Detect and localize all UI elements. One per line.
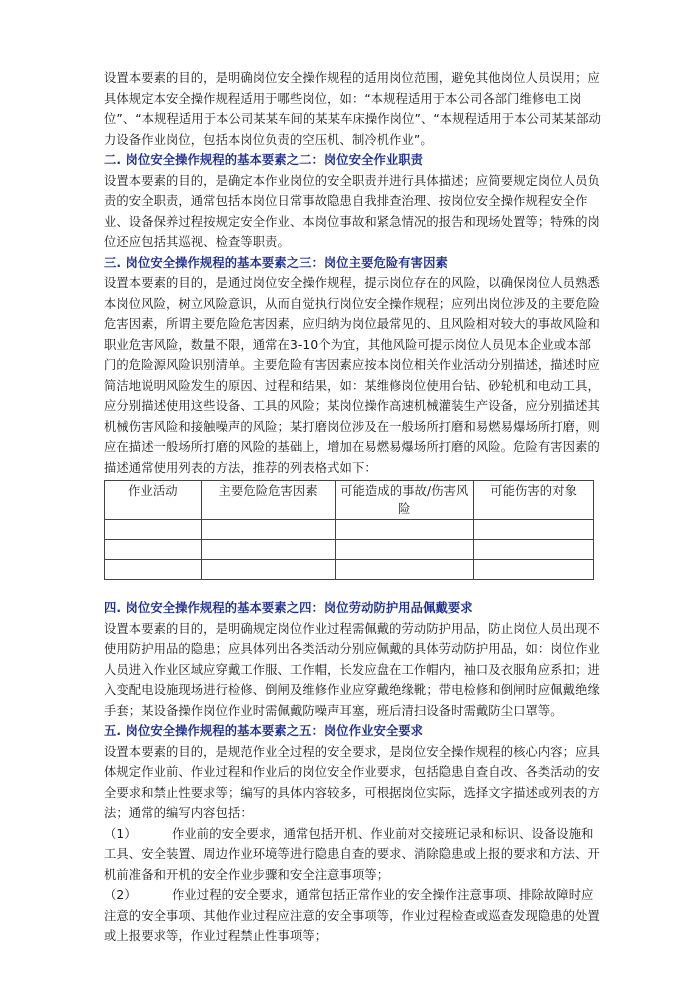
- paragraph-requirements: 设置本要素的目的，是规范作业全过程的安全要求，是岗位安全操作规程的核心内容；应具体规定作业前、作业过程和作业后的岗位安全作业要求，包括隐患自查自改、各类活动的安全要求和禁止性要求等；编写的具体内容较多，可根据岗位实际，选择文字描述或列表的方法；通常的编写内容包括：: [104, 744, 600, 820]
- table-header-cell: 主要危险危害因素: [201, 481, 335, 520]
- list-item-text: 作业前的安全要求，通常包括开机、作业前对交接班记录和标识、设备设施和工具、安全装置、周边作业环境等进行隐患自查的要求、消除隐患或上报的要求和方法、开机前准备和开机的安全作业步骤和安全注意事项等；: [104, 826, 600, 882]
- document-body: [104, 68, 602, 947]
- table-row: [105, 560, 594, 580]
- table-cell: [105, 560, 202, 580]
- heading-section-3: 三. 岗位安全操作规程的基本要素之三：岗位主要危险有害因素: [104, 255, 448, 270]
- heading-section-4: 四. 岗位安全操作规程的基本要素之四：岗位劳动防护用品佩戴要求: [104, 601, 473, 615]
- paragraph-ppe: 设置本要素的目的，是明确规定岗位作业过程需佩戴的劳动防护用品，防止岗位人员出现不使用防护用品的隐患；应具体列出各类活动分别应佩戴的具体劳动防护用品，如：岗位作业人员进入作业区域应穿戴工作服、工作帽，长发应盘在工作帽内，袖口及衣服角应系扣；进入变配电设施现场进行检修、倒闸及维修作业应穿戴绝缘靴；带电检修和倒闸时应佩戴绝缘手套；某设备操作岗位作业时需佩戴防噪声耳塞，班后清扫设备时需戴防尘口罩等。: [104, 621, 600, 718]
- table-cell: [105, 520, 202, 540]
- table-cell: [201, 520, 335, 540]
- paragraph-hazards: 设置本要素的目的，是通过岗位安全操作规程，提示岗位存在的风险，以确保岗位人员熟悉本岗位风险，树立风险意识，从而自觉执行岗位安全操作规程；应列出岗位涉及的主要危险危害因素，所谓主要危险危害因素，应归纳为岗位最常见的、且风险相对较大的事故风险和职业危害风险，数量不限，通常在3-10个为宜，其他风险可提示岗位人员见本企业或本部门的危险源风险识别清单。主要危险有害因素应按本岗位相关作业活动分别描述，描述时应简洁地说明风险发生的原因、过程和结果，如：某维修岗位使用台钻、砂轮机和电动工具，应分别描述使用这些设备、工具的风险；某岗位操作高速机械灌装生产设备，应分别描述其机械伤害风险和接触噪声的风险；某打磨岗位涉及在一般场所打磨和易燃易爆场所打磨，则应在描述一般场所打磨的风险的基础上，增加在易燃易爆场所打磨的风险。危险有害因素的描述通常使用列表的方法，推荐的列表格式如下：: [104, 276, 600, 475]
- paragraph-scope: 设置本要素的目的，是明确岗位安全操作规程的适用岗位范围，避免其他岗位人员误用；应具体规定本安全操作规程适用于哪些岗位，如：“本规程适用于本公司各部门维修电工岗位”、“本规程适用于本公司某某车间的某某车床操作岗位”、“本规程适用于本公司某某部动力设备作业岗位，包括本岗位负责的空压机、制冷机作业”。: [104, 71, 601, 147]
- list-item-text: 作业过程的安全要求，通常包括正常作业的安全操作注意事项、排除故障时应注意的安全事项、其他作业过程应注意的安全事项等，作业过程检查或巡查发现隐患的处置或上报要求等，作业过程禁止性事项等；: [104, 888, 600, 943]
- spacer: [104, 580, 602, 598]
- paragraph-duties: 设置本要素的目的，是确定本作业岗位的安全职责并进行具体描述；应简要规定岗位人员负责的安全职责，通常包括本岗位日常事故隐患自我排查治理、按岗位安全操作规程安全作业、设备保养过程按规定安全作业、本岗位事故和紧急情况的报告和现场处置等；特殊的岗位还应包括其巡视、检查等职责。: [104, 173, 600, 249]
- table-header-row: [105, 481, 594, 520]
- table-cell: [201, 560, 335, 580]
- heading-section-5: 五. 岗位安全操作规程的基本要素之五：岗位作业安全要求: [104, 724, 424, 738]
- table-cell: [474, 560, 594, 580]
- heading-section-2: 二. 岗位安全操作规程的基本要素之二：岗位安全作业职责: [104, 153, 424, 167]
- table-cell: [474, 520, 594, 540]
- table-cell: [201, 540, 335, 560]
- table-cell: [335, 520, 474, 540]
- table-header-cell: 可能伤害的对象: [474, 481, 594, 520]
- table-cell: [474, 540, 594, 560]
- table-cell: [335, 540, 474, 560]
- hazard-table: [104, 480, 594, 580]
- table-header-cell: 作业活动: [105, 481, 202, 520]
- table-cell: [105, 540, 202, 560]
- list-item-number: （1）: [104, 826, 137, 841]
- table-cell: [335, 560, 474, 580]
- table-header-cell: 可能造成的事故/伤害风险: [335, 481, 474, 520]
- table-row: [105, 520, 594, 540]
- list-item: [104, 885, 602, 947]
- list-item-number: （2）: [104, 888, 137, 902]
- list-item: [104, 824, 602, 886]
- table-row: [105, 540, 594, 560]
